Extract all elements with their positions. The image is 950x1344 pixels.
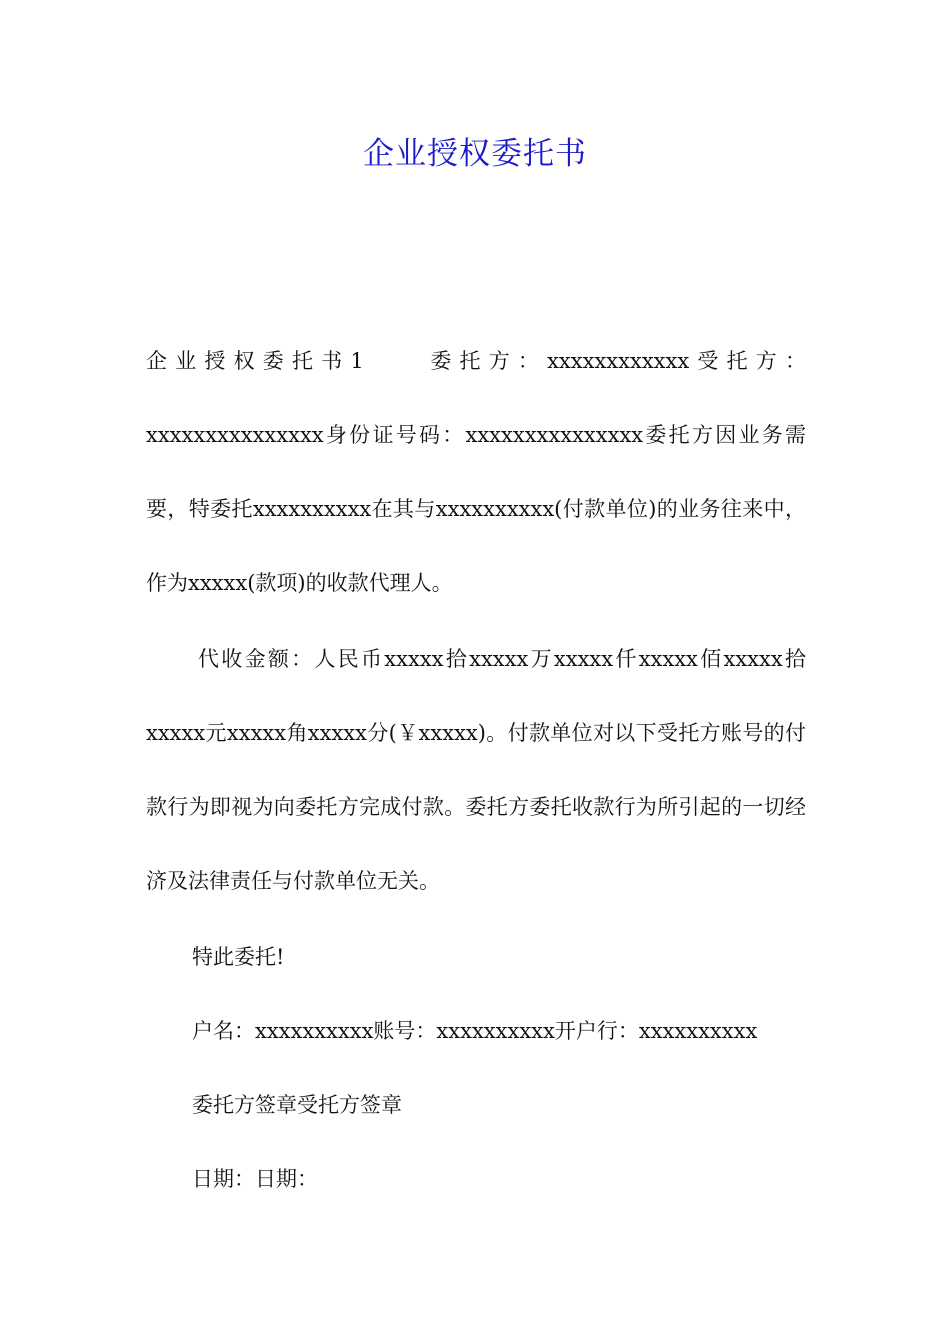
intro-paragraph: 企业授权委托书1 委托方：xxxxxxxxxxxx受托方：xxxxxxxxxxxxxxx身份证号码：xxxxxxxxxxxxxxx委托方因业务需要，特委托xxxxxxxxxx在其与xxxxxxxxxx(付款单位)的业务往来中，作为xxxxx(款项)的收款代理人。 [146,349,806,595]
signature-line: 委托方签章受托方签章 [192,1093,402,1117]
account-line: 户名：xxxxxxxxxx账号：xxxxxxxxxx开户行：xxxxxxxxxx [192,1019,758,1043]
amount-paragraph: 代收金额：人民币xxxxx拾xxxxx万xxxxx仟xxxxx佰xxxxx拾xxxxx元xxxxx角xxxxx分(￥xxxxx)。付款单位对以下受托方账号的付款行为即视为向委托方完成付款。委托方委托收款行为所引起的一切经济及法律责任与付款单位无关。 [146,647,806,893]
date-line: 日期：日期： [192,1167,318,1191]
document-title: 企业授权委托书 [363,136,587,172]
closing-line: 特此委托! [192,945,285,969]
